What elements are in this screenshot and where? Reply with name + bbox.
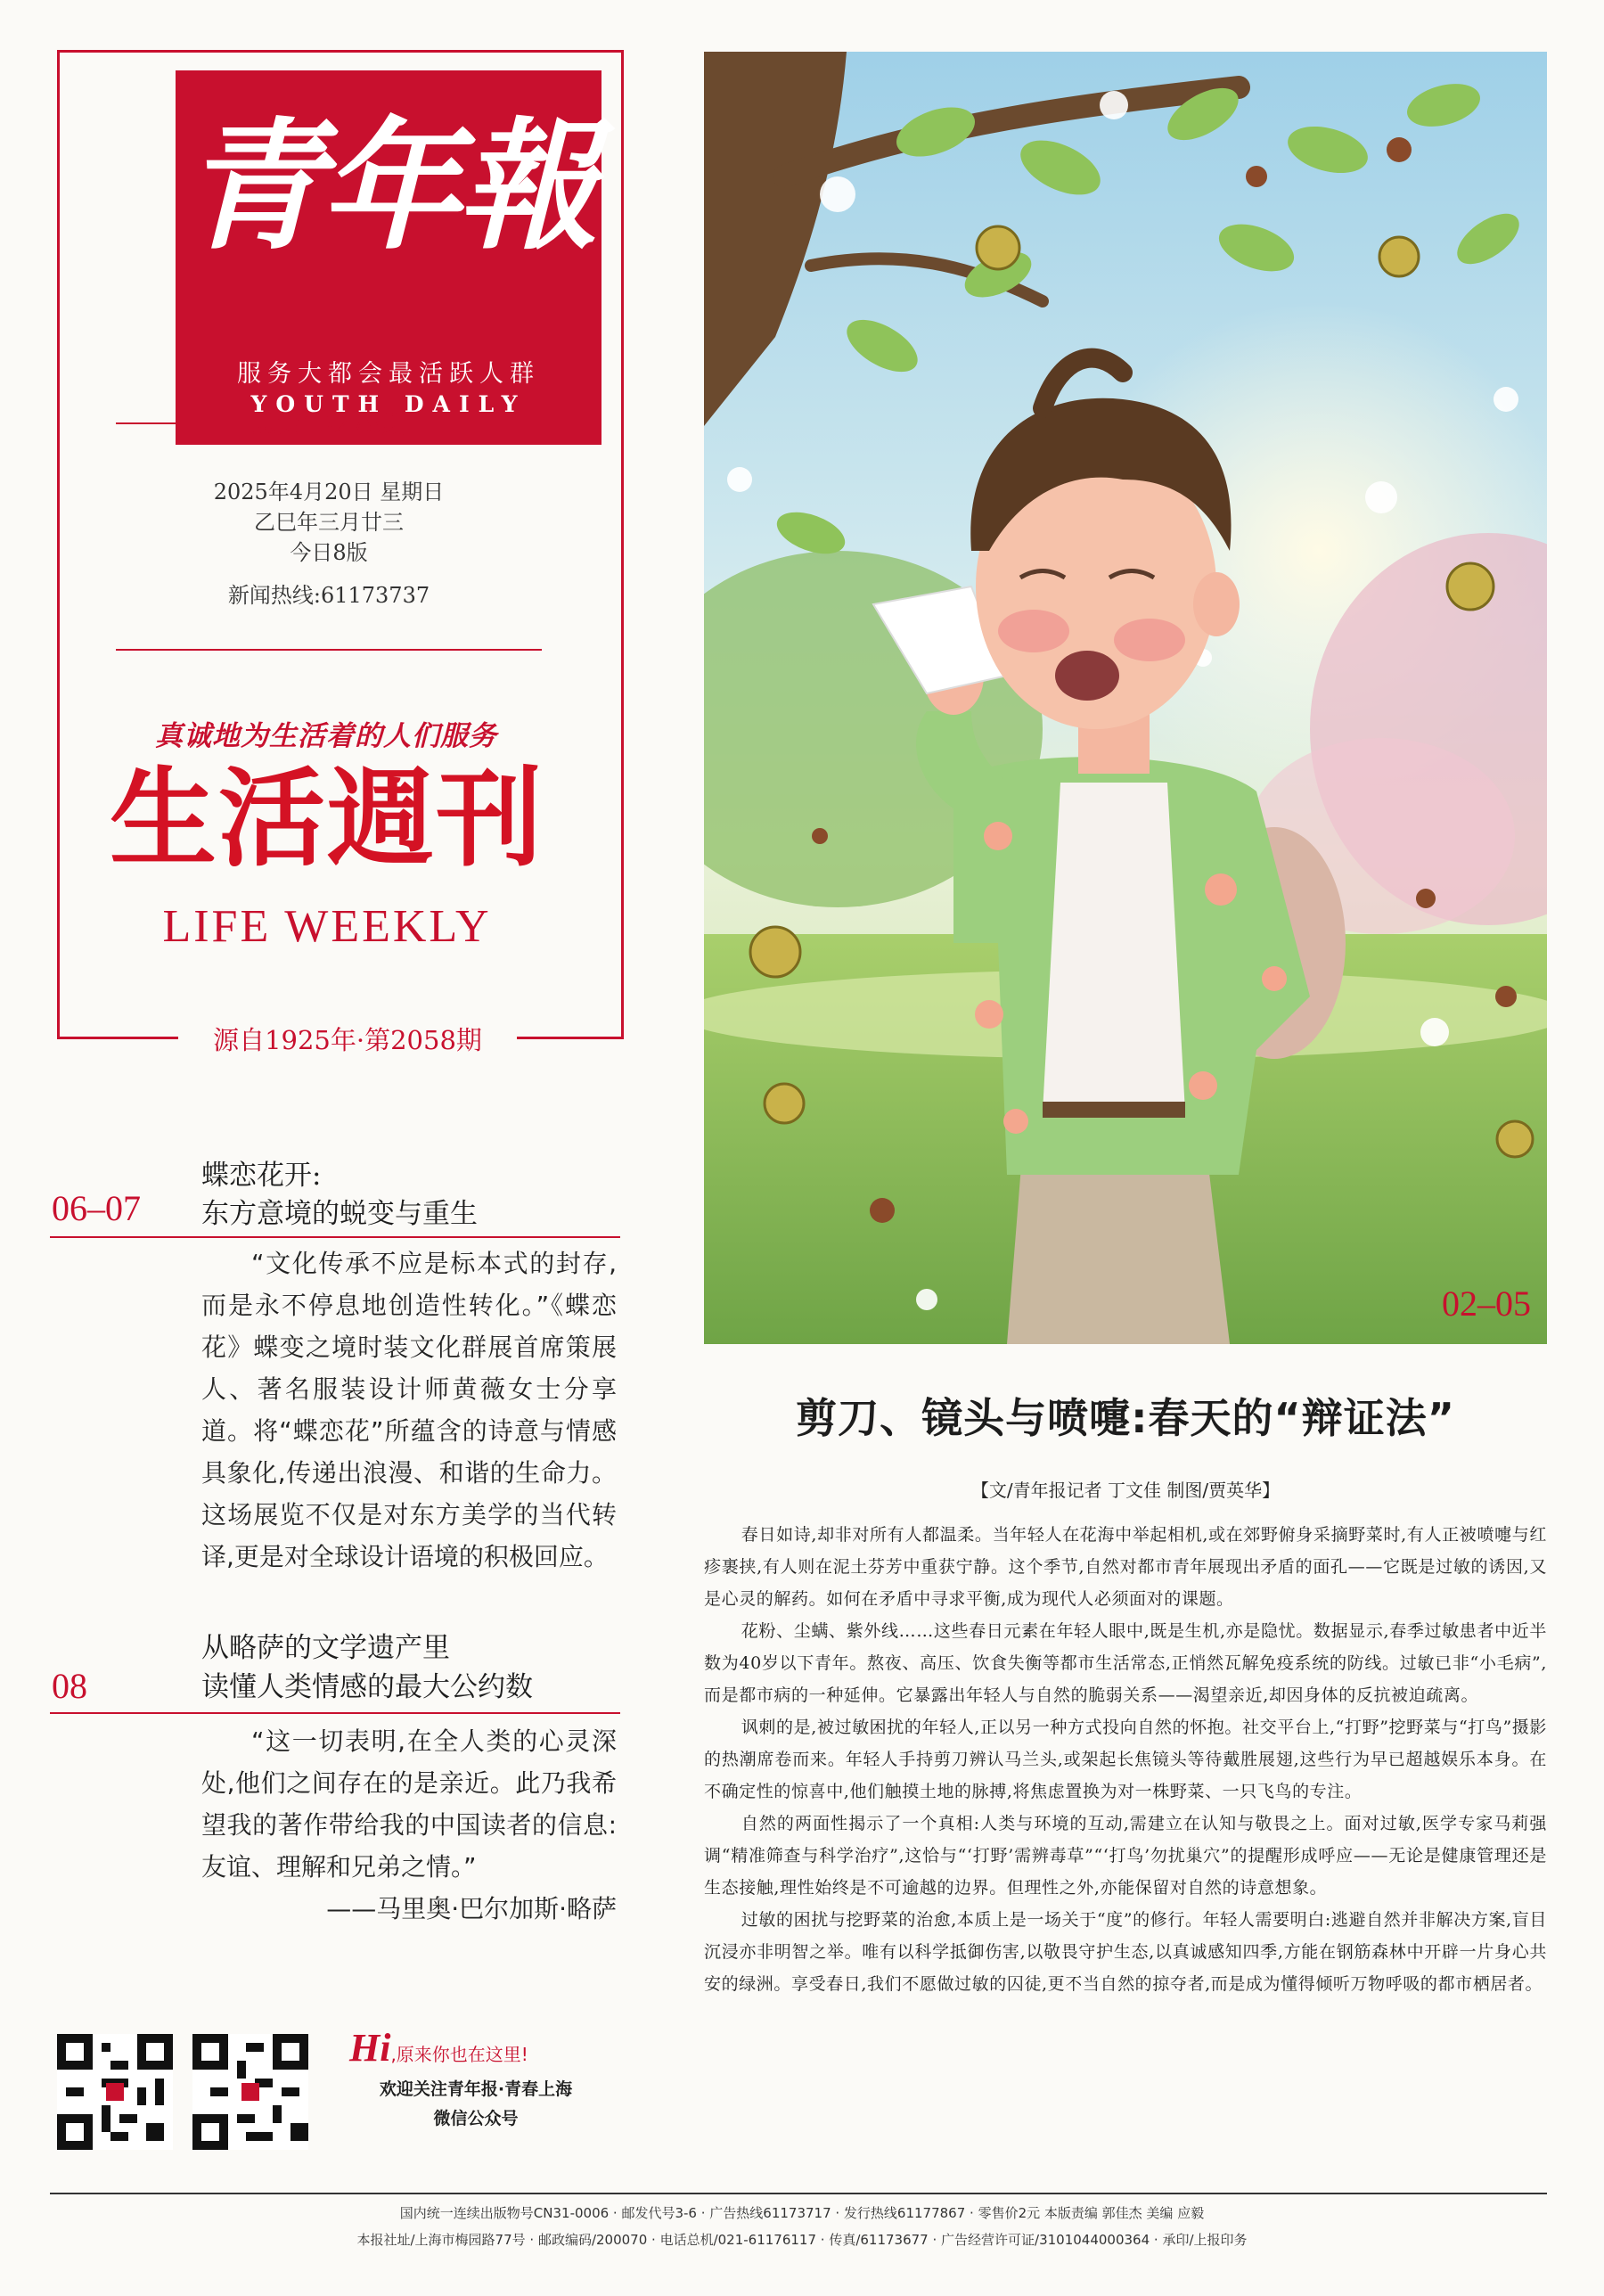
divider (50, 1236, 620, 1238)
wechat-line2: 欢迎关注青年报·青春上海 (379, 2079, 573, 2099)
article-paragraph: 讽刺的是,被过敏困扰的年轻人,正以另一种方式投向自然的怀抱。社交平台上,“打野”挖野菜与“打鸟”摄影的热潮席卷而来。年轻人手持剪刀辨认马兰头,或架起长焦镜头等待戴胜展翅,这些行为早已超越娱乐本身。在不确定性的惊喜中,他们触摸土地的脉搏,将焦虑置换为对一株野菜、一只飞鸟的专注。 (704, 1718, 1547, 1801)
teaser-1-pages[interactable]: 06–07 (52, 1188, 141, 1228)
teaser-1-title-line2[interactable]: 东方意境的蜕变与重生 (201, 1198, 478, 1230)
issue-date: 2025年4月20日 星期日 (213, 480, 445, 504)
article-paragraph: 花粉、尘螨、紫外线……这些春日元素在年轻人眼中,既是生机,亦是隐忧。数据显示,春季过敏患者中近半数为40岁以下青年。熬夜、高压、饮食失衡等都市生活常态,正悄然瓦解免疫系统的防线。过敏已非“小毛病”,而是都市病的一种延伸。它暴露出年轻人与自然的脆弱关系——渴望亲近,却因身体的反抗被迫疏离。 (704, 1621, 1547, 1705)
teaser-2-title-line2[interactable]: 读懂人类情感的最大公约数 (201, 1671, 533, 1703)
footer-contact-info: 本报社址/上海市梅园路77号 · 邮政编码/200070 · 电话总机/021-61176117 · 传真/61173677 · 广告经营许可证/3101044000364 · 承印/上报印务 (356, 2232, 1248, 2248)
life-weekly-slogan: 真诚地为生活着的人们服务 (155, 720, 497, 752)
article-paragraph: 过敏的困扰与挖野菜的治愈,本质上是一场关于“度”的修行。年轻人需要明白:逃避自然并非解决方案,盲目沉浸亦非明智之举。唯有以科学抵御伤害,以敬畏守护生态,以真诚感知四季,方能在钢筋森林中开辟一片身心共安的绿洲。享受春日,我们不愿做过敏的囚徒,更不当自然的掠夺者,而是成为懂得倾听万物呼吸的都市栖居者。 (704, 1910, 1547, 1994)
lunar-date: 乙巳年三月廿三 (254, 510, 404, 535)
cover-illustration (704, 52, 1547, 1344)
divider (116, 649, 542, 651)
hi-subtitle: ,原来你也在这里! (390, 2044, 528, 2065)
logo-text: 青年報 (183, 104, 594, 269)
article-body (704, 1519, 1547, 2000)
logo-slogan: 服务大都会最活跃人群 (237, 360, 540, 388)
teaser-1-body: “文化传承不应是标本式的封存,而是永不停息地创造性转化。”《蝶恋花》蝶变之境时装文化群展首席策展人、著名服装设计师黄薇女士分享道。将“蝶恋花”所蕴含的诗意与情感具象化,传递出浪漫、和谐的生命力。这场展览不仅是对东方美学的当代转译,更是对全球设计语境的积极回应。 (201, 1249, 617, 1571)
news-hotline: 新闻热线:61173737 (227, 583, 430, 608)
teaser-1-title-line1[interactable]: 蝶恋花开: (201, 1160, 322, 1192)
hi-label: Hi (349, 2026, 391, 2070)
hero-pages[interactable]: 02–05 (1442, 1283, 1531, 1324)
footer-publication-info: 国内统一连续出版物号CN31-0006 · 邮发代号3-6 · 广告热线61173717 · 发行热线61177867 · 零售价2元 本版责编 郭佳杰 美编 应毅 (399, 2205, 1205, 2221)
divider (50, 1712, 620, 1714)
qr-icon (192, 2034, 308, 2150)
article-paragraph: 自然的两面性揭示了一个真相:人类与环境的互动,需建立在认知与敬畏之上。面对过敏,医学专家马莉强调“精准筛查与科学治疗”,这恰与“‘打野’需辨毒草”“‘打鸟’勿扰巢穴”的提醒形成呼应——无论是健康管理还是生态接触,理性始终是不可逾越的边界。但理性之外,亦能保留对自然的诗意想象。 (704, 1814, 1547, 1898)
issue-number (116, 406, 542, 441)
illustration-svg (704, 52, 1547, 1344)
teaser-2-pages[interactable]: 08 (52, 1666, 87, 1706)
qr-code-qingchun-shanghai[interactable] (192, 2034, 308, 2150)
life-weekly-title-en: LIFE WEEKLY (162, 901, 492, 952)
wechat-line3: 微信公众号 (433, 2109, 519, 2128)
newspaper-logo (176, 70, 602, 445)
edition-count: 今日8版 (290, 540, 368, 565)
origin-issue: 源自1925年·第2058期 (178, 1021, 517, 1059)
article-headline[interactable]: 剪刀、镜头与喷嚏:春天的“辩证法” (796, 1394, 1455, 1442)
footer-divider (50, 2193, 1547, 2194)
article-paragraph: 春日如诗,却非对所有人都温柔。当年轻人在花海中举起相机,或在郊野俯身采摘野菜时,有人正被喷嚏与红疹裹挟,有人则在泥土芬芳中重获宁静。这个季节,自然对都市青年展现出矛盾的面孔——它既是过敏的诱因,又是心灵的解药。如何在矛盾中寻求平衡,成为现代人必须面对的课题。 (704, 1525, 1547, 1609)
issue-total: 总第13278期 (251, 410, 406, 439)
wechat-promo (337, 2025, 615, 2129)
teaser-2-attribution: ——马里奥·巴尔加斯·略萨 (326, 1894, 617, 1923)
teaser-2-title-line1[interactable]: 从略萨的文学遗产里 (201, 1632, 450, 1664)
article-byline: 【文/青年报记者 丁文佳 制图/贾英华】 (970, 1480, 1281, 1501)
life-weekly-title: 生活週刊 (110, 758, 544, 882)
divider (428, 422, 542, 424)
qr-code-youth-daily[interactable] (57, 2034, 173, 2150)
logo-english: YOUTH DAILY (250, 391, 527, 417)
teaser-2-body: “这一切表明,在全人类的心灵深处,他们之间存在的是亲近。此乃我希望我的著作带给我的中国读者的信息:友谊、理解和兄弟之情。” (201, 1726, 617, 1882)
qr-icon (57, 2034, 173, 2150)
